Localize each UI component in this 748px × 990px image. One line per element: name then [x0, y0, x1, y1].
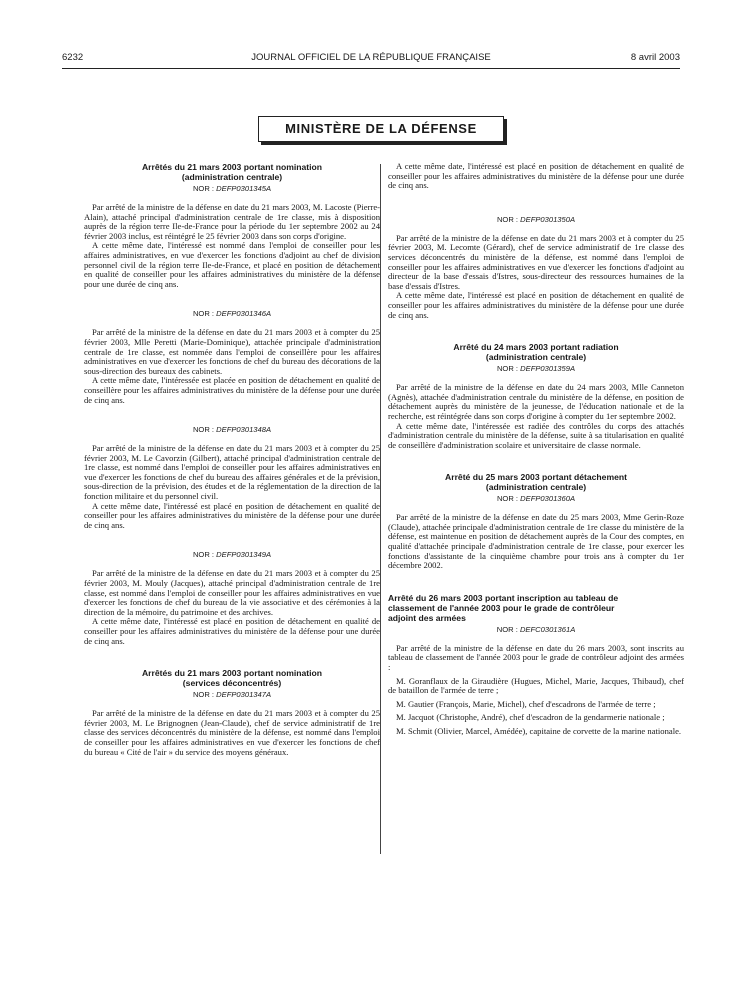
publication-date: 8 avril 2003 — [630, 52, 680, 63]
left-column — [84, 162, 380, 757]
nor-reference: NOR : DEFP0301345A — [192, 184, 272, 193]
nor-reference: NOR : DEFP0301359A — [496, 364, 576, 374]
article-title: Arrêté du 26 mars 2003 portant inscription au tableau de classement de l'année 2003 pour le grade de contrôleur adjoint des armées — [388, 592, 619, 623]
article-title: Arrêtés du 21 mars 2003 portant nomination (administration centrale) — [141, 162, 323, 182]
article-paragraph: A cette même date, l'intéressé est nommé dans l'emploi de conseiller pour les affaires administratives, en vue d'exercer les fonctions d'adjoint au chef de division personnel civil de la région terre Ile-de-France, et placé en position de détachement en qualité de conseiller pour les affaires administratives du ministère de la défense pour une durée de cinq ans. — [84, 240, 380, 289]
nor-reference: NOR : DEFC0301361A — [496, 624, 576, 634]
nor-reference: NOR : DEFP0301350A — [496, 214, 576, 224]
article-paragraph: A cette même date, l'intéressé est placé en position de détachement en qualité de conseiller pour les affaires administratives du ministère de la défense pour une durée de cinq ans. — [388, 290, 684, 320]
list-item: M. Jacquot (Christophe, André), chef d'escadron de la gendarmerie nationale ; — [396, 712, 665, 723]
header-rule — [62, 68, 680, 69]
nor-reference: NOR : DEFP0301348A — [192, 425, 272, 435]
nor-reference: NOR : DEFP0301347A — [192, 690, 272, 700]
article-title: Arrêté du 25 mars 2003 portant détachement (administration centrale) — [445, 472, 627, 493]
nor-reference: NOR : DEFP0301346A — [192, 309, 272, 319]
page-number: 6232 — [62, 52, 84, 63]
nor-reference: NOR : DEFP0301349A — [192, 550, 272, 560]
right-column — [388, 162, 684, 737]
article-paragraph: Par arrêté de la ministre de la défense en date du 25 mars 2003, Mme Gerin-Roze (Claude), attachée principale d'administration centrale de 1re classe du ministère de la défense, est maintenue en position de détachement auprès de la Cour des comptes, en qualité d'attachée principale d'administration centrale de 1re classe, pour exercer les fonctions d'assistante de la cinquième chambre pour trois ans à compter du 1er décembre 2002. — [388, 512, 684, 571]
article-paragraph: A cette même date, l'intéressée est placée en position de détachement en qualité de conseillère pour les affaires administratives du ministère de la défense pour une durée de cinq ans. — [84, 375, 380, 405]
article-title: Arrêté du 24 mars 2003 portant radiation (administration centrale) — [453, 342, 619, 363]
article-paragraph: Par arrêté de la ministre de la défense en date du 24 mars 2003, Mlle Canneton (Agnès), attachée d'administration centrale du ministère de la défense, en position de détachement auprès du ministère de la jeunesse, de l'éducation nationale et de la recherche, est réintégrée dans son corps d'origine à compter du 1er septembre 2002. — [388, 382, 684, 421]
article-paragraph: Par arrêté de la ministre de la défense en date du 21 mars 2003 et à compter du 25 février 2003, Mlle Peretti (Marie-Dominique), attachée principale d'administration centrale de 1re classe, est nommée dans l'emploi de conseillère pour les affaires administratives en vue d'exercer les fonctions de chef du bureau des décorations de la sous-direction des bureaux des cabinets. — [84, 327, 380, 376]
article-paragraph: Par arrêté de la ministre de la défense en date du 21 mars 2003 et à compter du 25 février 2003, M. Mouly (Jacques), attaché principal d'administration centrale de 1re classe, est nommé dans l'emploi de conseiller pour les affaires administratives en vue d'exercer les fonctions de chef du bureau de la vie associative et des cérémonies à la direction de la mémoire, du patrimoine et des archives. — [84, 568, 380, 617]
article-paragraph: Par arrêté de la ministre de la défense en date du 26 mars 2003, sont inscrits au tableau de classement de l'année 2003 pour le grade de contrôleur adjoint des armées : — [388, 642, 684, 673]
article-paragraph: A cette même date, l'intéressé est placé en position de détachement en qualité de conseiller pour les affaires administratives du ministère de la défense pour une durée de cinq ans. — [84, 616, 380, 646]
article-paragraph: A cette même date, l'intéressé est placé en position de détachement en qualité de conseiller pour les affaires administratives du ministère de la défense pour une durée de cinq ans. — [84, 500, 380, 530]
ministry-heading: MINISTÈRE DE LA DÉFENSE — [258, 116, 504, 142]
article-title: Arrêtés du 21 mars 2003 portant nomination (services déconcentrés) — [141, 668, 323, 689]
journal-title: JOURNAL OFFICIEL DE LA RÉPUBLIQUE FRANÇAISE — [251, 52, 491, 63]
nor-reference: NOR : DEFP0301360A — [496, 494, 576, 504]
article-paragraph: Par arrêté de la ministre de la défense en date du 21 mars 2003 et à compter du 25 février 2003, M. Le Cavorzin (Gilbert), attaché principal d'administration centrale de 1re classe, est nommé dans l'emploi de conseiller pour les affaires administratives en vue d'exercer les fonctions de chef du bureau des affaires générales et de la prévision, sous-direction de la prévision, des études et de la réglementation de la direction de la fonction militaire et du personnel civil. — [84, 443, 380, 502]
article-paragraph: Par arrêté de la ministre de la défense en date du 21 mars 2003 et à compter du 25 février 2003, M. Le Brignognen (Jean-Claude), chef de service administratif de 1re classe des services déconcentrés du ministère de la défense, est nommé dans l'emploi de conseiller pour les affaires administratives en vue d'exercer les fonctions de chef du bureau « Cité de l'air » du service des moyens généraux. — [84, 708, 380, 757]
column-divider — [380, 164, 381, 854]
list-item: M. Goranflaux de la Giraudière (Hugues, Michel, Marie, Jacques, Thibaud), chef de bataillon de l'armée de terre ; — [388, 675, 684, 696]
list-item: M. Schmit (Olivier, Marcel, Amédée), capitaine de corvette de la marine nationale. — [396, 726, 682, 736]
article-paragraph: A cette même date, l'intéressé est placé en position de détachement en qualité de conseiller pour les affaires administratives du ministère de la défense pour une durée de cinq ans. — [388, 161, 684, 191]
article-paragraph: Par arrêté de la ministre de la défense en date du 21 mars 2003 et à compter du 25 février 2003, M. Lecomte (Gérard), chef de service administratif de 1re classe des services déconcentrés du ministère de la défense, est nommé dans l'emploi de conseiller pour les affaires administratives en vue d'exercer les fonctions d'adjoint au directeur de la base d'essais d'Istres, sous-directeur des ressources humaines de la base d'essais d'Istres. — [388, 232, 684, 291]
article-paragraph: Par arrêté de la ministre de la défense en date du 21 mars 2003, M. Lacoste (Pierre-Alain), attaché principal d'administration centrale de 1re classe, mis à disposition auprès de la région terre Ile-de-France pour la période du 1er septembre 2002 au 24 février 2003 inclus, est réintégré le 25 février 2003 dans son corps d'origine. — [84, 202, 380, 241]
article-paragraph: A cette même date, l'intéressée est radiée des contrôles du corps des attachés d'administration centrale du ministère de la défense, suite à sa titularisation en qualité de conseillère d'administration scolaire et universitaire de classe normale. — [388, 420, 684, 450]
running-head — [62, 52, 680, 66]
list-item: M. Gautier (François, Marie, Michel), chef d'escadrons de l'armée de terre ; — [396, 698, 656, 709]
